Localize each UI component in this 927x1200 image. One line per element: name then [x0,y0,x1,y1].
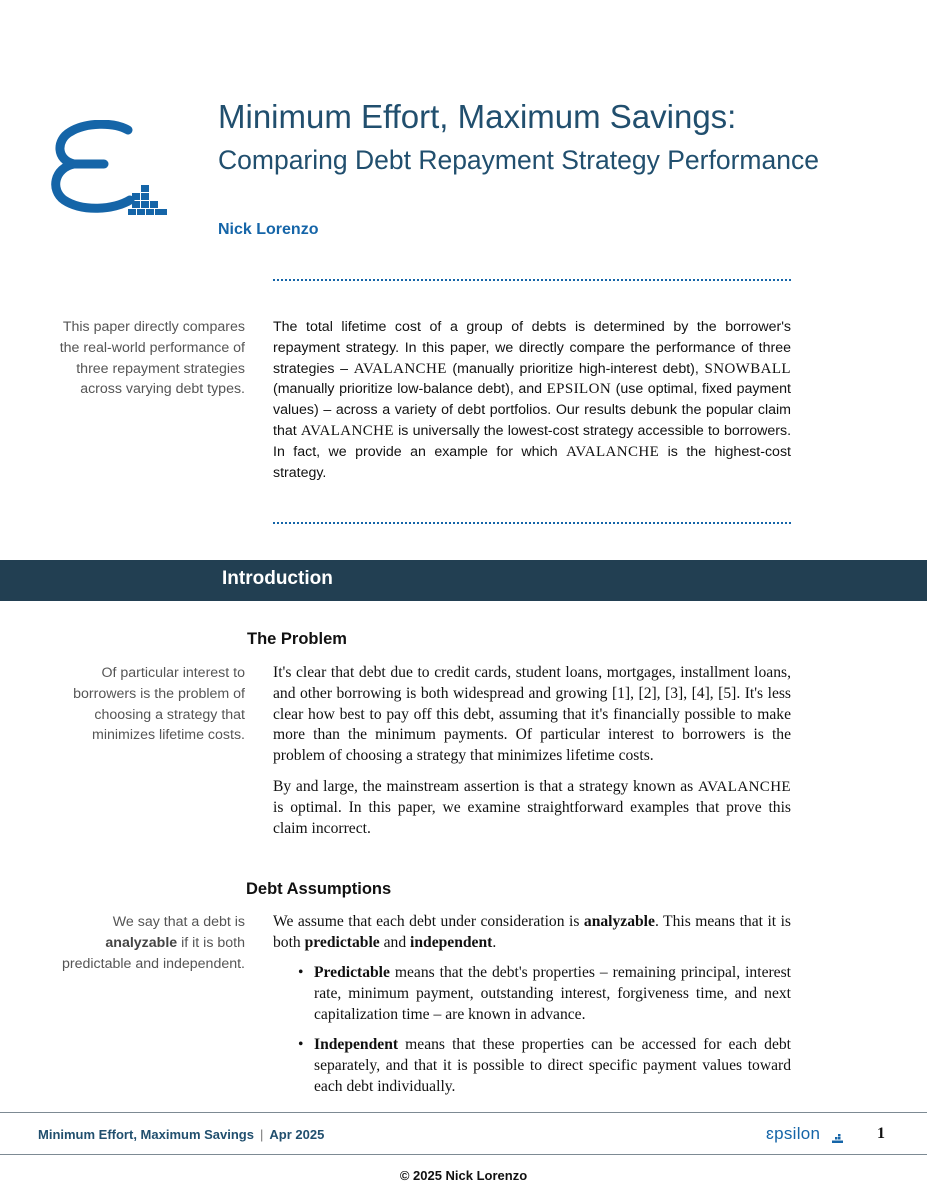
assumption-list [298,963,791,1108]
footer-brand: ɛpsilon [766,1124,821,1143]
term-epsilon: EPSILON [546,381,612,398]
epsilon-logo-icon [48,120,170,218]
footer-rule-bottom [0,1154,927,1155]
term-avalanche: AVALANCHE [697,778,791,795]
paper-title: Minimum Effort, Maximum Savings: [218,98,737,135]
paper-subtitle: Comparing Debt Repayment Strategy Performance [218,145,819,175]
term-avalanche: AVALANCHE [566,443,660,460]
list-item: • Predictable means that the debt's properties – remaining principal, interest rate, minimum payment, outstanding interest, forgiveness time, and next capitalization time – are known in advance. [298,964,791,1023]
term-snowball: SNOWBALL [704,360,791,377]
debt-paragraph-1: We assume that each debt under consideration is analyzable. This means that it is both predictable and independent. [273,913,791,951]
subsection-heading-debt: Debt Assumptions [246,880,392,898]
section-band [0,560,927,601]
debt-body [273,912,791,964]
abstract-sidenote: This paper directly compares the real-world performance of three repayment strategies across varying debt types. [59,319,245,398]
debt-sidenote: We say that a debt is analyzable if it is both predictable and independent. [61,914,245,972]
copyright-notice: © 2025 Nick Lorenzo [399,1168,528,1183]
subsection-heading-problem: The Problem [247,630,347,648]
epsilon-mini-icon [831,1134,843,1144]
footer-rule-top [0,1112,927,1113]
dotted-divider-bottom [273,522,791,524]
list-item: • Independent means that these properties can be accessed for each debt separately, and that it is possible to direct specific payment values toward each debt individually. [298,1036,791,1095]
author-name: Nick Lorenzo [218,221,319,238]
problem-body [273,663,791,849]
dotted-divider-top [273,279,791,281]
problem-paragraph-1: It's clear that debt due to credit cards, student loans, mortgages, installment loans, and other borrowing is both widespread and growing [1], [2], [3], [4], [5]. It's less clear how best to pay off this debt, assuming that it's financially possible to make more than the minimum payments. Of particular interest to borrowers is the problem of choosing a strategy that minimizes lifetime costs. [273,664,791,765]
footer-running-title: Minimum Effort, Maximum Savings | Apr 2025 [38,1127,325,1142]
term-avalanche: AVALANCHE [353,360,447,377]
bullet-icon: • [298,1036,304,1054]
term-avalanche: AVALANCHE [300,422,394,439]
problem-paragraph-2: By and large, the mainstream assertion is that a strategy known as AVALANCHE is optimal. In this paper, we examine straightforward examples that prove this claim incorrect. [273,777,791,837]
page-number: 1 [877,1125,885,1142]
bullet-icon: • [298,964,304,981]
problem-sidenote: Of particular interest to borrowers is the problem of choosing a strategy that minimizes lifetime costs. [73,665,245,744]
section-title: Introduction [222,568,333,589]
abstract-text: The total lifetime cost of a group of debts is determined by the borrower's repayment strategy. In this paper, we directly compare the performance of three strategies – AVALANCHE (manually prioritize high-interest debt), SNOWBALL (manually prioritize low-balance debt), and EPSILON (use optimal, fixed payment values) – across a variety of debt portfolios. Our results debunk the popular claim that AVALANCHE is universally the lowest-cost strategy accessible to borrowers. In fact, we provide an example for which AVALANCHE is the highest-cost strategy. [273,319,792,481]
